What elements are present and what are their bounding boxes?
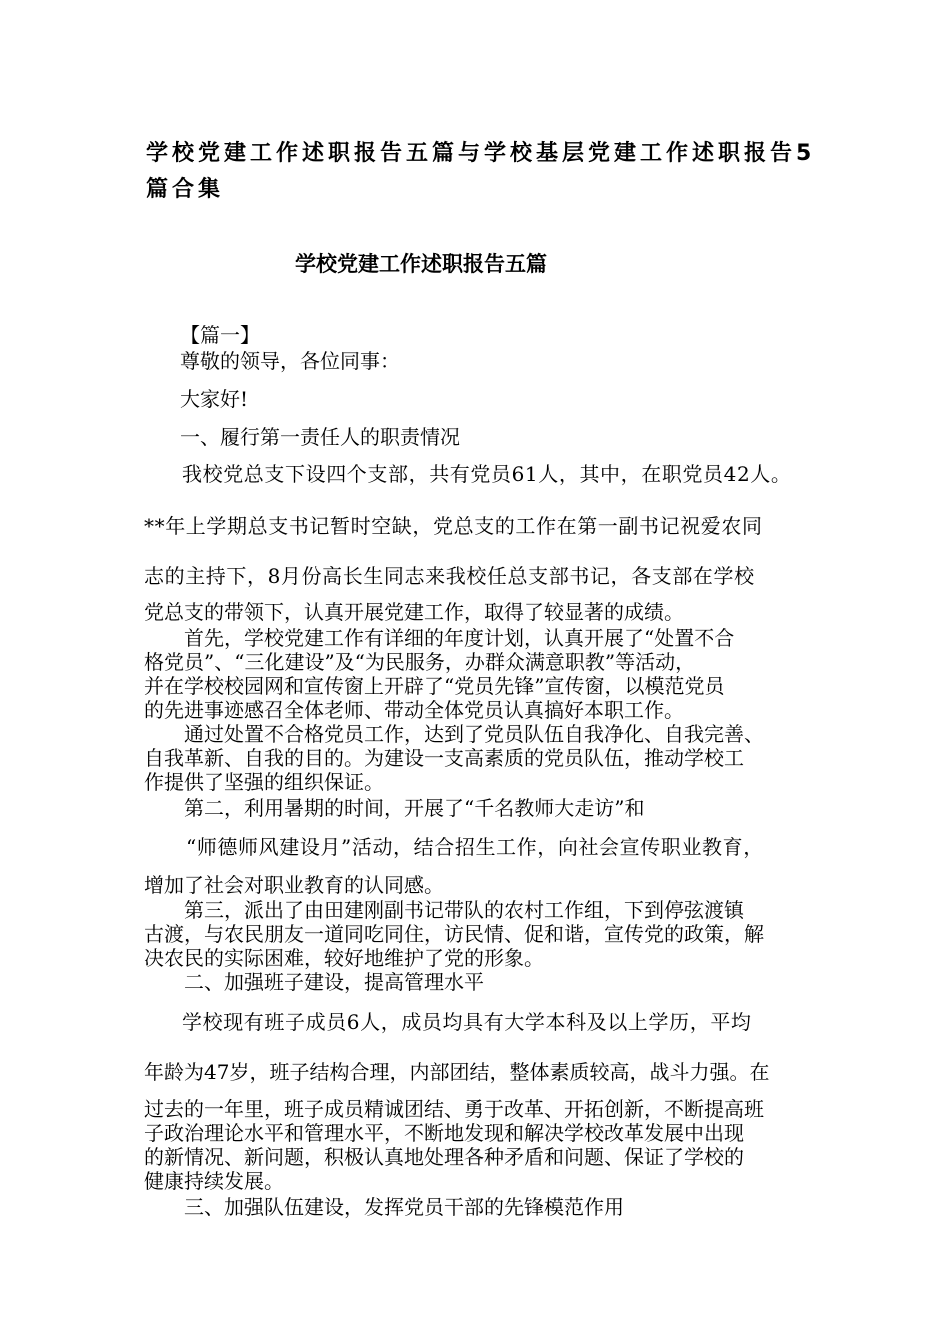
text-line: 大家好!: [180, 387, 249, 411]
text-line: 格党员”、“三化建设”及“为民服务，办群众满意职教”等活动，: [144, 650, 696, 674]
text-line: 增加了社会对职业教育的认同感。: [144, 873, 444, 897]
text-line: 首先，学校党建工作有详细的年度计划，认真开展了“处置不合: [184, 626, 735, 650]
document-title: 学校党建工作述职报告五篇与学校基层党建工作述职报告5篇合集: [146, 141, 816, 202]
text-line: “师德师风建设月”活动，结合招生工作，向社会宣传职业教育，: [186, 835, 764, 859]
text-line: 并在学校校园网和宣传窗上开辟了“党员先锋”宣传窗，以模范党员: [144, 674, 725, 698]
text-line: 学校现有班子成员6人，成员均具有大学本科及以上学历，平均: [182, 1010, 752, 1034]
text-line: 通过处置不合格党员工作，达到了党员队伍自我净化、自我完善、: [184, 722, 764, 746]
text-line: 的新情况、新问题，积极认真地处理各种矛盾和问题、保证了学校的: [144, 1145, 744, 1169]
text-line: 作提供了坚强的组织保证。: [144, 770, 384, 794]
text-line: 古渡，与农民朋友一道同吃同住，访民情、促和谐，宣传党的政策，解: [144, 922, 764, 946]
text-line: 第三，派出了由田建刚副书记带队的农村工作组，下到停弦渡镇: [184, 898, 744, 922]
text-line: 二、加强班子建设，提高管理水平: [184, 970, 484, 994]
text-line: 决农民的实际困难，较好地维护了党的形象。: [144, 946, 544, 970]
text-line: 【篇一】: [180, 323, 260, 347]
text-line: 党总支的带领下，认真开展党建工作，取得了较显著的成绩。: [144, 600, 684, 624]
text-line: 三、加强队伍建设，发挥党员干部的先锋模范作用: [184, 1195, 624, 1219]
text-line: 健康持续发展。: [144, 1169, 284, 1193]
text-line: **年上学期总支书记暂时空缺，党总支的工作在第一副书记祝爱农同: [144, 514, 763, 538]
text-line: 过去的一年里，班子成员精诚团结、勇于改革、开拓创新，不断提高班: [144, 1097, 764, 1121]
text-line: 的先进事迹感召全体老师、带动全体党员认真搞好本职工作。: [144, 698, 684, 722]
text-line: 第二，利用暑期的时间，开展了“千名教师大走访”和: [184, 796, 645, 820]
text-line: 志的主持下，8月份高长生同志来我校任总支部书记，各支部在学校: [144, 564, 755, 588]
text-line: 年龄为47岁，班子结构合理，内部团结，整体素质较高，战斗力强。在: [144, 1060, 770, 1084]
text-line: 我校党总支下设四个支部，共有党员61人，其中，在职党员42人。: [182, 462, 792, 486]
text-line: 尊敬的领导，各位同事：: [180, 349, 400, 373]
text-line: 一、履行第一责任人的职责情况: [180, 425, 460, 449]
text-line: 自我革新、自我的目的。为建设一支高素质的党员队伍，推动学校工: [144, 746, 744, 770]
section-title: 学校党建工作述职报告五篇: [295, 252, 547, 276]
text-line: 子政治理论水平和管理水平，不断地发现和解决学校改革发展中出现: [144, 1121, 744, 1145]
